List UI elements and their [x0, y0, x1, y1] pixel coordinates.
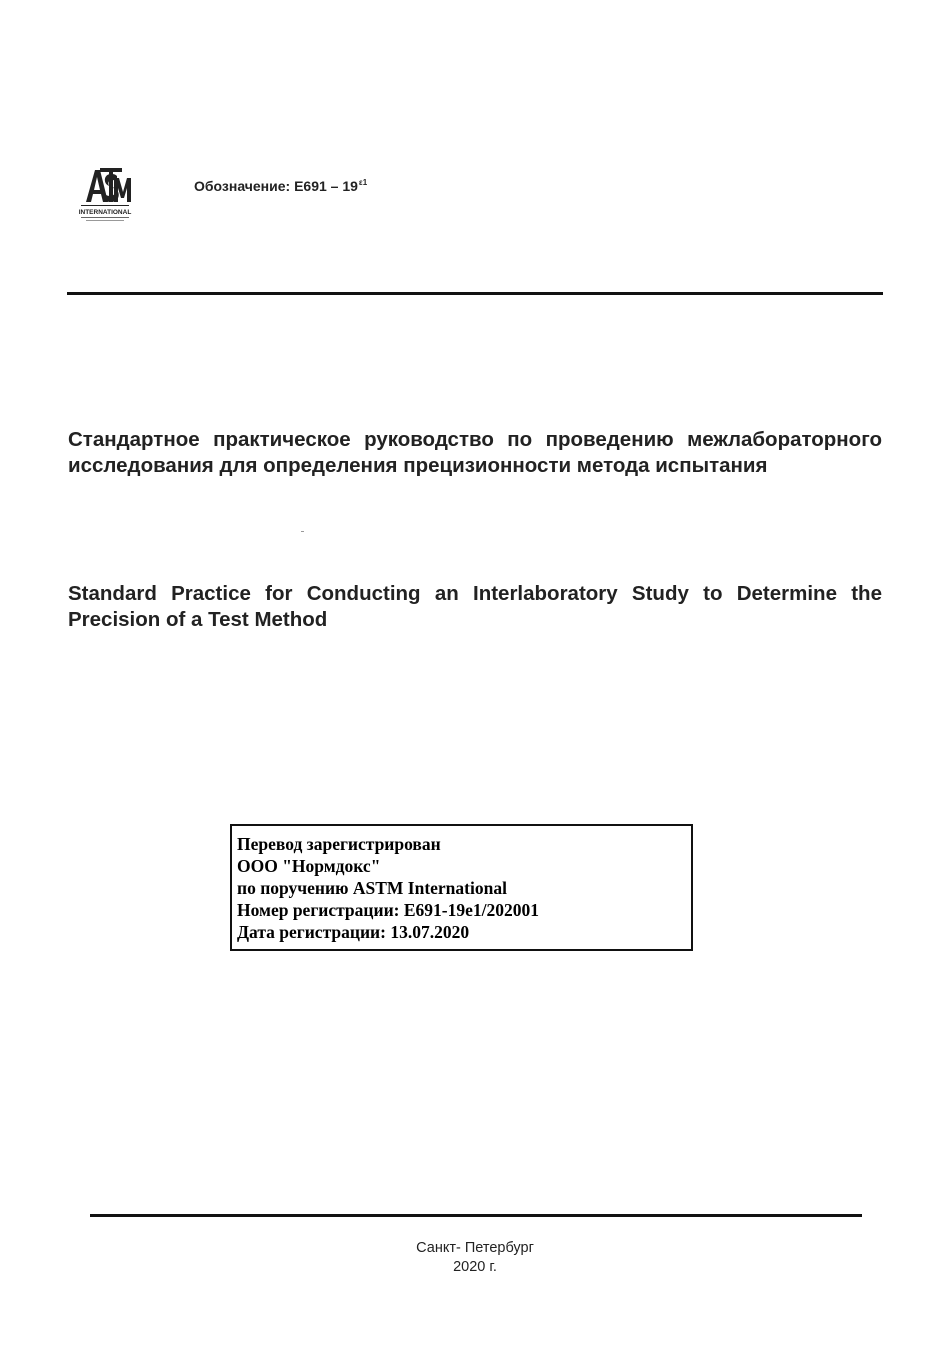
registration-line-status: Перевод зарегистрирован: [237, 834, 441, 854]
top-divider: [67, 292, 883, 295]
designation-superscript: ε1: [358, 178, 368, 187]
designation-label: Обозначение: E691 – 19: [194, 178, 358, 194]
stray-mark: [301, 531, 304, 532]
bottom-divider: [90, 1214, 862, 1217]
title-russian: Стандартное практическое руководство по проведению межлабораторного исследования для определения прецизионности метода испытания: [68, 428, 882, 477]
registration-line-commission: по поручению ASTM International: [237, 878, 507, 898]
registration-lines: [237, 833, 539, 943]
astm-logo: [78, 164, 132, 222]
footer-city: Санкт- Петербург: [416, 1240, 534, 1256]
astm-logo-sublabel: INTERNATIONAL: [78, 209, 132, 216]
registration-line-company: ООО "Нормдокс": [237, 856, 381, 876]
astm-logo-icon: [78, 164, 132, 222]
registration-line-number: Номер регистрации: E691-19e1/202001: [237, 900, 539, 920]
title-english: Standard Practice for Conducting an Interlaboratory Study to Determine the Precision of a Test Method: [68, 582, 882, 631]
registration-box: [230, 824, 693, 951]
designation: [194, 178, 367, 194]
registration-line-date: Дата регистрации: 13.07.2020: [237, 922, 470, 942]
footer: [0, 1239, 950, 1277]
footer-year: 2020 г.: [453, 1259, 497, 1275]
